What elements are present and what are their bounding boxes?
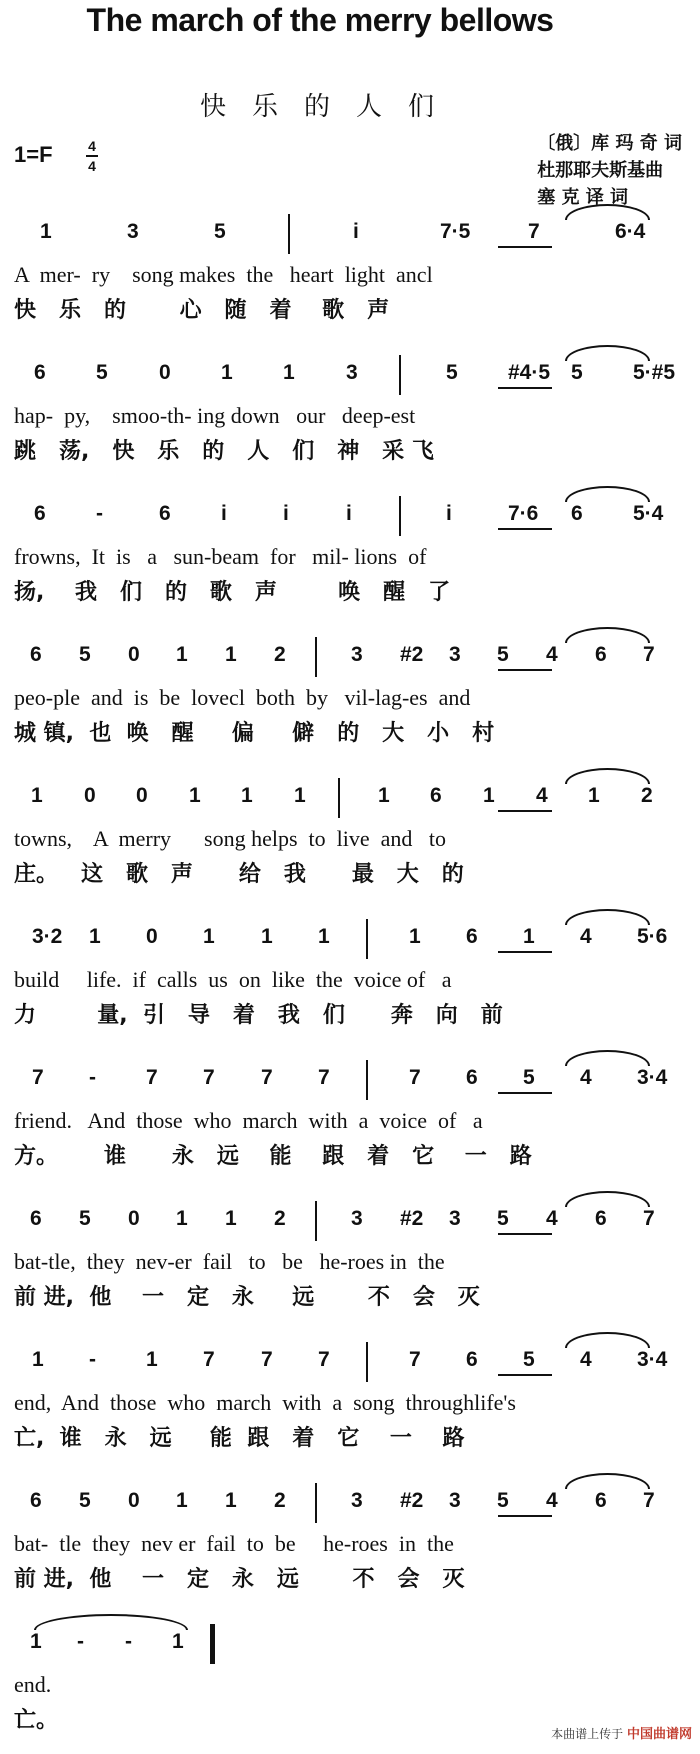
jianpu-note: 7 (643, 1489, 655, 1512)
jianpu-note: 4 (580, 1066, 592, 1089)
note-beam (498, 1233, 552, 1235)
score-system (14, 1342, 686, 1472)
jianpu-note: 3 (449, 643, 461, 666)
score-system (14, 919, 686, 1049)
jianpu-note: 1 (483, 784, 495, 807)
jianpu-note: 5·6 (637, 925, 668, 948)
jianpu-note: #2 (400, 1207, 424, 1230)
score-system (14, 355, 686, 485)
jianpu-note: 5 (523, 1348, 535, 1371)
jianpu-note: 1 (176, 643, 188, 666)
jianpu-note: - (89, 1066, 96, 1089)
barline (366, 1342, 368, 1382)
song-subtitle: 快乐的人们 (199, 92, 460, 122)
lyric-english: A mer- ry song makes the heart light ancl (14, 262, 433, 287)
barline (399, 355, 401, 395)
jianpu-note: - (89, 1348, 96, 1371)
jianpu-note: 0 (128, 1207, 140, 1230)
jianpu-note: 3·4 (637, 1066, 668, 1089)
lyric-chinese: 城 镇, 也 唤 醒 偏 僻 的 大 小 村 (14, 721, 495, 746)
jianpu-note: 1 (261, 925, 273, 948)
jianpu-note: 4 (580, 1348, 592, 1371)
meter-top: 4 (88, 138, 96, 154)
note-beam (498, 1374, 552, 1376)
jianpu-note: 1 (30, 1630, 42, 1653)
upload-text: 本曲谱上传于 (551, 1727, 624, 1741)
lyric-chinese: 庄。 这 歌 声 给 我 最 大 的 (14, 862, 464, 887)
jianpu-note: 2 (274, 643, 286, 666)
lyric-english: hap- py, smoo-th- ing down our deep-est (14, 403, 416, 428)
notation-line (14, 1060, 686, 1096)
jianpu-note: #2 (400, 1489, 424, 1512)
jianpu-note: 0 (146, 925, 158, 948)
jianpu-note: 5 (497, 1489, 509, 1512)
jianpu-note: i (446, 502, 452, 525)
notation-line (14, 1624, 686, 1660)
note-beam (498, 810, 552, 812)
note-beam (498, 669, 552, 671)
notation-line (14, 214, 686, 250)
credit-lyricist: 〔俄〕库 玛 奇 词 (537, 133, 682, 154)
jianpu-note: 1 (32, 1348, 44, 1371)
jianpu-note: 3 (351, 643, 363, 666)
score-system (14, 637, 686, 767)
slur (565, 486, 650, 502)
lyric-chinese: 亡。 (14, 1708, 59, 1733)
barline (315, 1483, 317, 1523)
score-system (14, 1201, 686, 1331)
jianpu-note: 6·4 (615, 220, 646, 243)
slur (565, 1191, 650, 1207)
lyric-chinese: 前 进, 他 一 定 永 远 不 会 灭 (14, 1567, 465, 1592)
jianpu-note: 5 (96, 361, 108, 384)
jianpu-note: 5 (523, 1066, 535, 1089)
lyric-chinese: 扬, 我 们 的 歌 声 唤 醒 了 (14, 580, 451, 605)
jianpu-note: 5 (497, 643, 509, 666)
jianpu-note: 7 (643, 643, 655, 666)
lyric-english: friend. And those who march with a voice of a (14, 1108, 483, 1133)
jianpu-note: 1 (221, 361, 233, 384)
jianpu-note: 6 (159, 502, 171, 525)
jianpu-note: 5 (79, 1489, 91, 1512)
site-watermark (551, 1723, 692, 1742)
jianpu-note: 7 (146, 1066, 158, 1089)
jianpu-note: 6 (34, 361, 46, 384)
jianpu-note: 3 (449, 1207, 461, 1230)
lyric-english: bat- tle they nev er fail to be he-roes in the (14, 1531, 454, 1556)
jianpu-note: 3 (346, 361, 358, 384)
jianpu-note: 7 (643, 1207, 655, 1230)
jianpu-note: 7 (261, 1066, 273, 1089)
notation-line (14, 1483, 686, 1519)
lyric-chinese: 方。 谁 永 远 能 跟 着 它 一 路 (14, 1144, 532, 1169)
jianpu-note: 1 (225, 643, 237, 666)
jianpu-note: 6 (571, 502, 583, 525)
jianpu-note: 0 (128, 1489, 140, 1512)
jianpu-note: 5 (571, 361, 583, 384)
jianpu-note: 0 (84, 784, 96, 807)
jianpu-note: 5 (214, 220, 226, 243)
jianpu-note: 3 (449, 1489, 461, 1512)
barline (366, 1060, 368, 1100)
jianpu-note: 1 (225, 1207, 237, 1230)
note-beam (498, 1515, 552, 1517)
note-beam (498, 528, 552, 530)
lyric-english: end. (14, 1672, 52, 1697)
jianpu-note: 6 (430, 784, 442, 807)
jianpu-note: 7·6 (508, 502, 539, 525)
jianpu-note: 7 (261, 1348, 273, 1371)
lyric-english: peo-ple and is be lovecl both by vil-lag-es and (14, 685, 471, 710)
lyric-chinese: 亡, 谁 永 远 能 跟 着 它 一 路 (14, 1426, 465, 1451)
score-system (14, 214, 686, 344)
jianpu-note: 1 (176, 1489, 188, 1512)
jianpu-note: #4·5 (508, 361, 551, 384)
jianpu-note: 1 (588, 784, 600, 807)
jianpu-note: 7 (318, 1066, 330, 1089)
jianpu-note: 5 (497, 1207, 509, 1230)
credit-translator: 塞 克 译 词 (537, 187, 628, 208)
notation-line (14, 355, 686, 391)
jianpu-note: 1 (146, 1348, 158, 1371)
final-barline (210, 1624, 215, 1664)
lyric-english: towns, A merry song helps to live and to (14, 826, 447, 851)
jianpu-note: 1 (89, 925, 101, 948)
lyric-chinese: 快 乐 的 心 随 着 歌 声 (14, 298, 390, 323)
site-name: 中国曲谱网 (626, 1727, 692, 1742)
note-beam (498, 951, 552, 953)
jianpu-note: 6 (30, 1489, 42, 1512)
jianpu-note: 0 (136, 784, 148, 807)
key-signature: 1=F (14, 142, 53, 167)
jianpu-note: 7·5 (440, 220, 471, 243)
jianpu-note: 1 (31, 784, 43, 807)
note-beam (498, 246, 552, 248)
slur (565, 1332, 650, 1348)
jianpu-note: 1 (172, 1630, 184, 1653)
jianpu-note: 1 (203, 925, 215, 948)
jianpu-note: 3 (127, 220, 139, 243)
slur (34, 1614, 188, 1630)
jianpu-note: 7 (32, 1066, 44, 1089)
credit-composer: 杜那耶夫斯基曲 (537, 160, 664, 181)
slur (565, 1050, 650, 1066)
jianpu-note: 4 (580, 925, 592, 948)
barline (399, 496, 401, 536)
barline (288, 214, 290, 254)
jianpu-note: i (283, 502, 289, 525)
barline (315, 1201, 317, 1241)
jianpu-note: 7 (203, 1066, 215, 1089)
score-system (14, 1060, 686, 1190)
notation-line (14, 1342, 686, 1378)
jianpu-note: 5·4 (633, 502, 664, 525)
jianpu-note: 6 (30, 643, 42, 666)
note-beam (498, 1092, 552, 1094)
jianpu-note: 4 (536, 784, 548, 807)
barline (338, 778, 340, 818)
jianpu-note: 2 (641, 784, 653, 807)
lyric-english: build life. if calls us on like the voice of a (14, 967, 452, 992)
note-beam (498, 387, 552, 389)
jianpu-note: 1 (176, 1207, 188, 1230)
slur (565, 768, 650, 784)
slur (565, 1473, 650, 1489)
jianpu-note: 1 (40, 220, 52, 243)
notation-line (14, 1201, 686, 1237)
notation-line (14, 778, 686, 814)
jianpu-note: 6 (30, 1207, 42, 1230)
lyric-chinese: 跳 荡, 快 乐 的 人 们 神 采 飞 (14, 439, 434, 464)
jianpu-note: 5 (446, 361, 458, 384)
jianpu-note: 1 (294, 784, 306, 807)
notation-line (14, 637, 686, 673)
jianpu-note: i (221, 502, 227, 525)
credits (537, 130, 682, 211)
notation-line (14, 496, 686, 532)
jianpu-note: 6 (595, 1489, 607, 1512)
song-title: The march of the merry bellows (86, 2, 554, 38)
jianpu-note: - (96, 502, 103, 525)
jianpu-note: 1 (241, 784, 253, 807)
slur (565, 627, 650, 643)
jianpu-note: - (125, 1630, 132, 1653)
jianpu-note: 6 (34, 502, 46, 525)
jianpu-note: 5 (79, 1207, 91, 1230)
jianpu-note: 1 (378, 784, 390, 807)
jianpu-note: 5·#5 (633, 361, 676, 384)
jianpu-note: 5 (79, 643, 91, 666)
lyric-chinese: 前 进, 他 一 定 永 远 不 会 灭 (14, 1285, 480, 1310)
notation-line (14, 919, 686, 955)
jianpu-note: 0 (128, 643, 140, 666)
jianpu-note: 1 (283, 361, 295, 384)
jianpu-note: 6 (466, 1066, 478, 1089)
lyric-english: bat-tle, they nev-er fail to be he-roes in the (14, 1249, 445, 1274)
barline (315, 637, 317, 677)
jianpu-note: 4 (546, 1489, 558, 1512)
score-system (14, 1483, 686, 1613)
lyric-english: end, And those who march with a song throughlife's (14, 1390, 516, 1415)
jianpu-note: 1 (523, 925, 535, 948)
jianpu-note: 2 (274, 1489, 286, 1512)
jianpu-note: 3·2 (32, 925, 63, 948)
jianpu-note: 3 (351, 1207, 363, 1230)
jianpu-note: 1 (409, 925, 421, 948)
lyric-chinese: 力 量, 引 导 着 我 们 奔 向 前 (14, 1003, 503, 1028)
jianpu-note: 2 (274, 1207, 286, 1230)
jianpu-note: 4 (546, 643, 558, 666)
jianpu-note: 7 (409, 1066, 421, 1089)
jianpu-note: 6 (595, 1207, 607, 1230)
jianpu-note: 1 (189, 784, 201, 807)
meter-bar (86, 155, 98, 157)
jianpu-note: 7 (409, 1348, 421, 1371)
jianpu-note: - (77, 1630, 84, 1653)
jianpu-note: i (353, 220, 359, 243)
jianpu-note: 7 (528, 220, 540, 243)
slur (565, 909, 650, 925)
score-system (14, 496, 686, 626)
jianpu-note: 3·4 (637, 1348, 668, 1371)
jianpu-note: 6 (466, 925, 478, 948)
slur (565, 345, 650, 361)
jianpu-note: 6 (595, 643, 607, 666)
jianpu-note: 3 (351, 1489, 363, 1512)
jianpu-note: 1 (318, 925, 330, 948)
jianpu-note: 0 (159, 361, 171, 384)
barline (366, 919, 368, 959)
jianpu-note: 1 (225, 1489, 237, 1512)
score-system (14, 778, 686, 908)
jianpu-note: 4 (546, 1207, 558, 1230)
jianpu-note: 7 (203, 1348, 215, 1371)
time-signature (86, 138, 98, 174)
jianpu-note: i (346, 502, 352, 525)
jianpu-note: 7 (318, 1348, 330, 1371)
meter-bottom: 4 (88, 158, 96, 174)
lyric-english: frowns, It is a sun-beam for mil- lions of (14, 544, 427, 569)
jianpu-note: 6 (466, 1348, 478, 1371)
jianpu-note: #2 (400, 643, 424, 666)
